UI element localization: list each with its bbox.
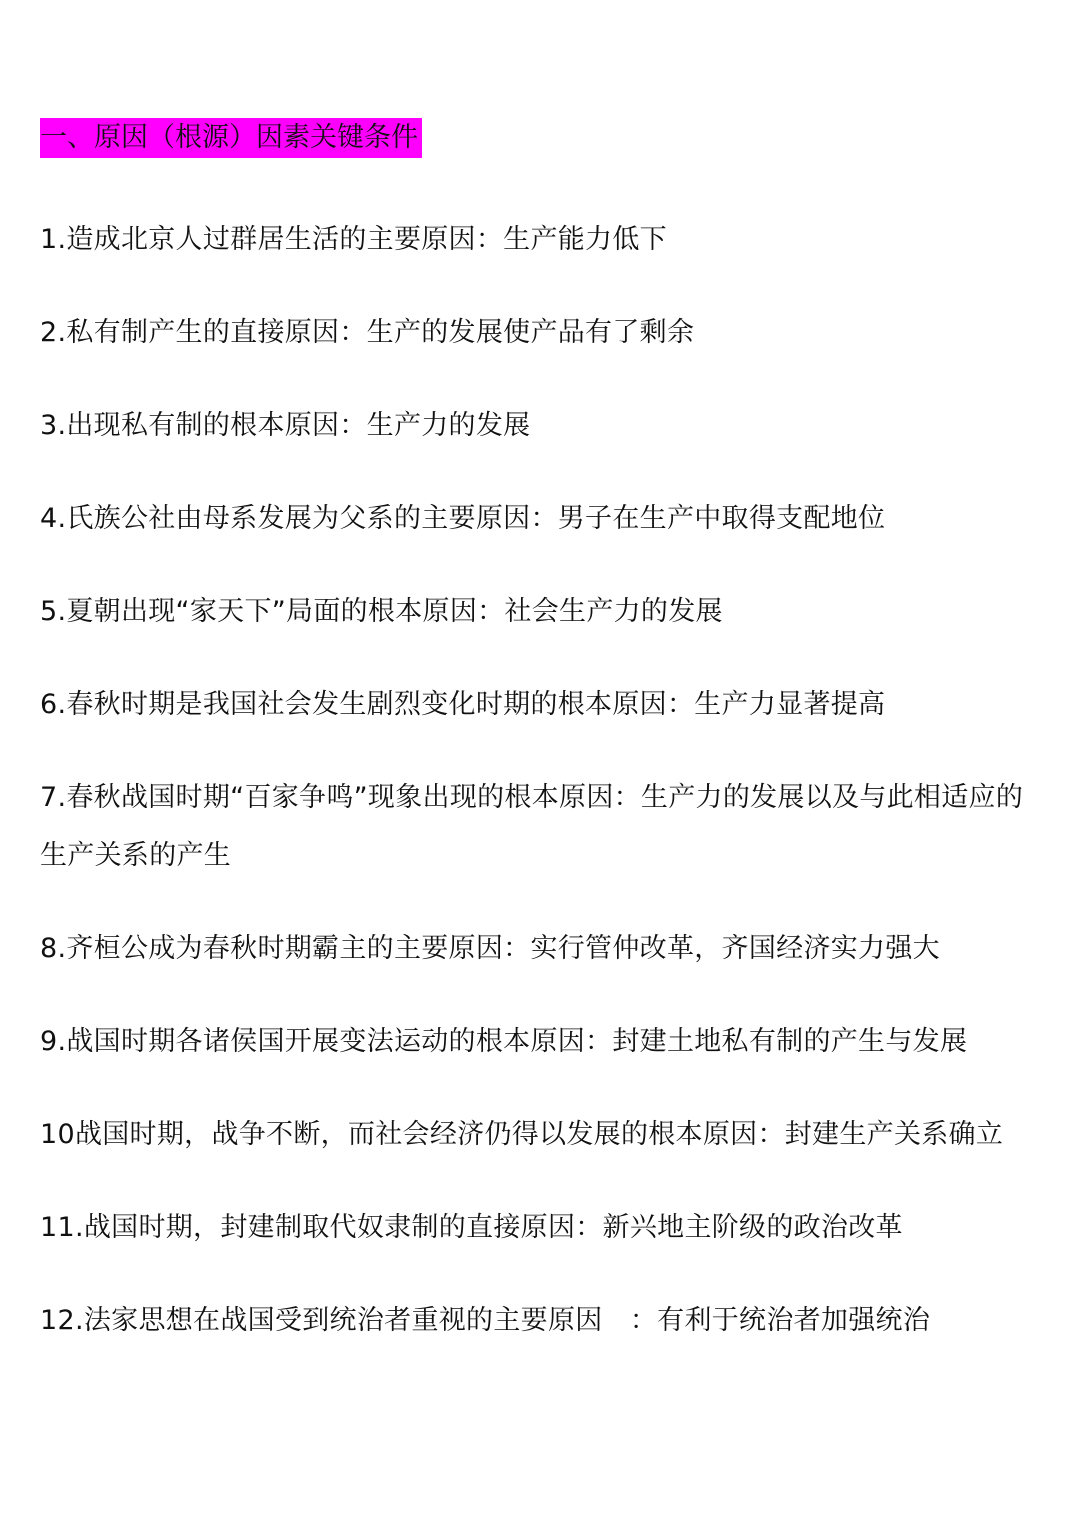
list-item: 9.战国时期各诸侯国开展变法运动的根本原因：封建土地私有制的产生与发展 [40, 1026, 968, 1057]
list-item: 7.春秋战国时期“百家争鸣”现象出现的根本原因：生产力的发展以及与此相适应的生产关系的产生 [40, 782, 1024, 871]
section-heading: 一、原因（根源）因素关键条件 [40, 118, 422, 158]
list-item: 6.春秋时期是我国社会发生剧烈变化时期的根本原因：生产力显著提高 [40, 689, 886, 720]
document-page [40, 118, 1050, 1350]
list-item: 11.战国时期，封建制取代奴隶制的直接原因：新兴地主阶级的政治改革 [40, 1212, 903, 1243]
list-item: 2.私有制产生的直接原因：生产的发展使产品有了剩余 [40, 317, 695, 348]
list-item: 8.齐桓公成为春秋时期霸主的主要原因：实行管仲改革，齐国经济实力强大 [40, 933, 940, 964]
list-item: 3.出现私有制的根本原因：生产力的发展 [40, 410, 531, 441]
list-item: 1.造成北京人过群居生活的主要原因：生产能力低下 [40, 224, 667, 255]
list-item: 10战国时期，战争不断，而社会经济仍得以发展的根本原因：封建生产关系确立 [40, 1119, 1004, 1150]
list-item: 12.法家思想在战国受到统治者重视的主要原因 ：有利于统治者加强统治 [40, 1305, 931, 1336]
list-item: 4.氏族公社由母系发展为父系的主要原因：男子在生产中取得支配地位 [40, 503, 886, 534]
cause-list [40, 211, 1050, 1350]
list-item: 5.夏朝出现“家天下”局面的根本原因：社会生产力的发展 [40, 596, 723, 627]
